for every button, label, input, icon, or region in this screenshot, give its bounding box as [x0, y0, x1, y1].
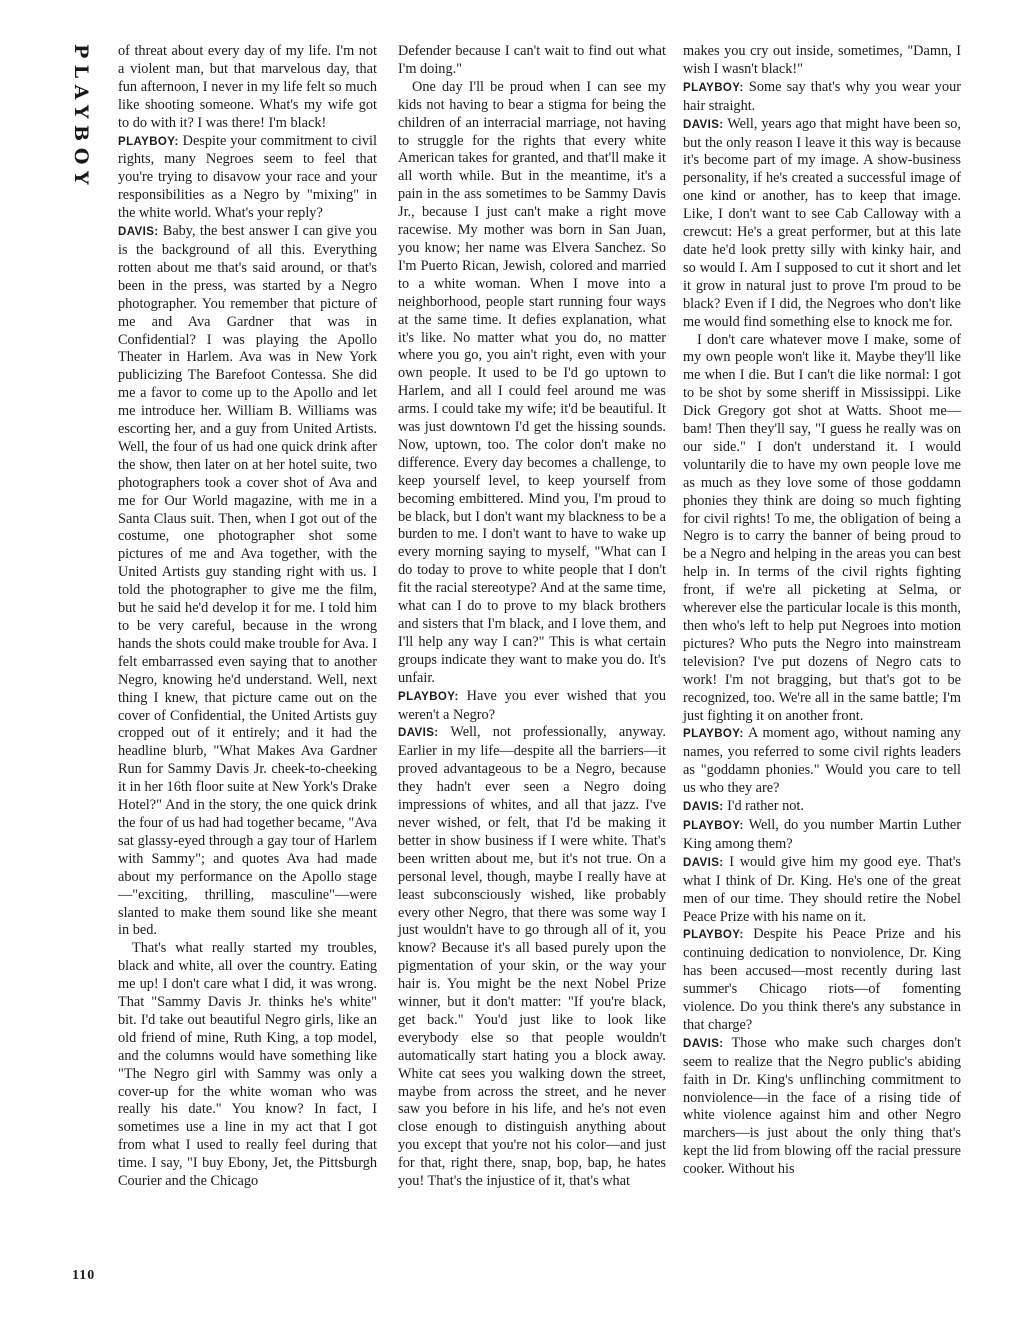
paragraph-text: Despite his Peace Prize and his continuing dedication to nonviolence, Dr. King has been accused—most recently during last summer's Chicago riots—of fomenting violence. Do you think there's any substance in that charge?	[683, 926, 961, 1033]
article-paragraph	[398, 43, 666, 79]
article-column-2	[398, 43, 666, 1191]
speaker-label: DAVIS:	[683, 1037, 724, 1050]
paragraph-text: A moment ago, without naming any names, you referred to some civil rights leaders as "goddamn phonies." Would you care to tell us who they are?	[683, 725, 961, 797]
article-paragraph	[683, 854, 961, 927]
paragraph-text: makes you cry out inside, sometimes, "Damn, I wish I wasn't black!"	[683, 43, 961, 77]
article-paragraph	[118, 223, 377, 940]
speaker-label: PLAYBOY:	[683, 929, 744, 942]
article-column-3	[683, 43, 961, 1179]
speaker-label: DAVIS:	[683, 801, 724, 814]
paragraph-text: One day I'll be proud when I can see my kids not having to bear a stigma for being the children of an interracial marriage, not having to struggle for the rights that every white American takes for granted, and that'll make it all worth while. But in the meantime, it's a pain in the ass sometimes to be Sammy Davis Jr., because I just can't make a right move racewise. My mother was born in San Juan, you know; her name was Elvera Sanchez. So I'm Puerto Rican, Jewish, colored and married to a white woman. When I move into a neighborhood, people start running four ways at the same time. It defies explanation, what it's like. No matter what you do, no matter where you go, you ain't right, even with your own people. It used to be I'd go uptown to Harlem, and all I could feel around me was arms. I could take my wife; it'd be beautiful. It was just downtown I'd get the hissing sounds. Now, uptown, too. The color don't make no difference. Every day becomes a challenge, to keep yourself level, to keep yourself from becoming embittered. Mind you, I'm proud to be black, but I don't want my blackness to be a burden to me. I don't want to have to wake up every morning saying to myself, "What can I do today to prove to white people that I don't fit the racial stereotype? And at the same time, what can I do to prove to my black brothers and sisters that I'm black, and I love them, and I'll help any way I can?" This is what certain groups indicate they want to make you do. It's unfair.	[398, 78, 666, 686]
article-paragraph	[398, 688, 666, 725]
speaker-label: DAVIS:	[398, 727, 439, 740]
page-number: 110	[72, 1268, 96, 1283]
article-paragraph	[398, 79, 666, 688]
paragraph-text: Some say that's why you wear your hair straight.	[683, 78, 962, 114]
article-paragraph	[118, 133, 377, 224]
speaker-label: PLAYBOY:	[683, 81, 744, 94]
speaker-label: PLAYBOY:	[683, 728, 744, 741]
article-paragraph	[398, 724, 666, 1191]
paragraph-text: That's what really started my troubles, black and white, all over the country. Eating me up! I don't care what I did, it was wrong. That "Sammy Davis Jr. thinks he's white" bit. I'd take out beautiful Negro girls, like an old friend of mine, Ruth King, a top model, and the columns would have something like "The Negro girl with Sammy was only a cover-up for the white woman who was really his date." You know? In fact, I sometimes use a line in my act that I got from what I used to really feel during that time. I say, "I buy Ebony, Jet, the Pittsburgh Courier and the Chicago	[118, 940, 377, 1190]
speaker-label: PLAYBOY:	[398, 690, 459, 703]
speaker-label: PLAYBOY:	[118, 135, 179, 148]
article-paragraph	[683, 798, 961, 817]
article-paragraph	[683, 926, 961, 1034]
paragraph-text: Defender because I can't wait to find out what I'm doing."	[398, 43, 666, 77]
magazine-name: PLAYBOY	[70, 44, 92, 192]
article-paragraph	[683, 817, 961, 854]
paragraph-text: I'd rather not.	[727, 798, 804, 815]
paragraph-text: Well, not professionally, anyway. Earlier in my life—despite all the barriers—it proved advantageous to be a Negro, because they hadn't ever seen a Negro doing impressions of whites, and all that jazz. I've never wished, or felt, that I'd be making it better in show business if I were white. That's been written about me, but it's not true. On a personal level, though, maybe I really have at least subconsciously wished, like probably every other Negro, that there was some way I just wouldn't have to go through all of it, you know? Because it's all based purely upon the pigmentation of your skin, or the way your hair is. You might be the next Nobel Prize winner, but it don't matter: "If you're black, get back." You'd just like to look like everybody else so that people wouldn't automatically start hating you a block away. White cat sees you walking down the street, maybe from across the street, and he never saw you before in his life, and he's not even close enough to distinguish anything about you except that you're not his color—and just for that, right there, snap, bop, bap, he hates you! That's the injustice of it, that's what	[398, 724, 666, 1190]
article-paragraph	[118, 940, 377, 1191]
article-paragraph	[683, 43, 961, 79]
article-paragraph	[683, 332, 961, 726]
article-column-1	[118, 43, 377, 1191]
paragraph-text: I don't care whatever move I make, some of my own people won't like it. Maybe they'll like me when I die. But I can't die like normal: I got to be shot by some sheriff in Mississippi. Like Dick Gregory got shot at Watts. Shoot me—bam! Then they'll say, "I guess he really was on our side." I don't understand it. I would voluntarily die to have my own people love me as much as they love some of those goddamn phonies they think are doing so much fighting for civil rights! To me, the obligation of being a Negro is to carry the banner of being proud to be a Negro and helping in the areas you can best help in. In terms of the civil rights fighting front, if we're all picketing at Selma, or wherever else the particular locale is this month, then who's left to help put Negroes into motion pictures? Who puts the Negro into mainstream television? I've put dozens of Negro cats to work! I'm not bragging, but that's got to be recognized, too. We're all in the same battle; I'm just fighting it on another front.	[683, 331, 961, 724]
article-paragraph	[683, 79, 961, 116]
article-paragraph	[118, 43, 377, 133]
speaker-label: PLAYBOY:	[683, 819, 744, 832]
article-paragraph	[683, 1035, 961, 1179]
article-paragraph	[683, 725, 961, 798]
speaker-label: DAVIS:	[683, 118, 724, 131]
paragraph-text: Those who make such charges don't seem to realize that the Negro public's abiding faith in Dr. King's unflinching commitment to nonviolence—in the face of a rising tide of white violence against him and other Negro marchers—is just about the only thing that's kept the lid from blowing off the racial pressure cooker. Without his	[683, 1034, 961, 1178]
paragraph-text: of threat about every day of my life. I'm not a violent man, but that marvelous day, that fun afternoon, I never in my life felt so much like shooting someone. What's my wife got to do with it? I was there! I'm black!	[118, 43, 377, 131]
speaker-label: DAVIS:	[683, 856, 724, 869]
paragraph-text: Well, do you number Martin Luther King among them?	[683, 816, 961, 852]
article-paragraph	[683, 116, 961, 332]
magazine-masthead	[53, 40, 93, 200]
paragraph-text: Have you ever wished that you weren't a Negro?	[398, 687, 667, 723]
speaker-label: DAVIS:	[118, 226, 159, 239]
paragraph-text: I would give him my good eye. That's what I think of Dr. King. He's one of the great men of our time. They should retire the Nobel Peace Prize with his name on it.	[683, 853, 961, 925]
paragraph-text: Baby, the best answer I can give you is the background of all this. Everything rotten about me that's said around, or that's been in the press, was started by a Negro photographer. You remember that picture of me and Ava Gardner that was in Confidential? I was playing the Apollo Theater in Harlem. Ava was in New York publicizing The Barefoot Contessa. She did me a favor to come up to the Apollo and let me introduce her. William B. Williams was escorting her, and a guy from United Artists. Well, the four of us had one quick drink after the show, then later on at her hotel suite, two photographers took a cover shot of Ava and me for Our World magazine, with me in a Santa Claus suit. Then, when I got out of the costume, one photographer shot some pictures of me and Ava together, with the United Artists guy standing right with us. I told the photographer to give me the film, but he said he'd develop it for me. I told him to be very careful, because in the wrong hands the shots could make trouble for Ava. I felt embarrassed even saying that to another Negro, knowing he'd understand. Well, next thing I knew, that picture came out on the cover of Confidential, the United Artists guy cropped out of it entirely; and it had the headline blurb, "What Makes Ava Gardner Run for Sammy Davis Jr. cheek-to-cheeking it in her 16th floor suite at New York's Drake Hotel?" And in the story, the one quick drink the four of us had had together became, "Ava sat glassy-eyed through a gay tour of Harlem with Sammy"; and quotes Ava had made about my performance on the Apollo stage—"exciting, thrilling, masculine"—were slanted to make them sound like she meant in bed.	[118, 223, 378, 939]
paragraph-text: Despite your commitment to civil rights, many Negroes seem to feel that you're trying to disavow your race and your responsibilities as a Negro by "mixing" in the white world. What's your reply?	[118, 132, 377, 222]
paragraph-text: Well, years ago that might have been so, but the only reason I leave it this way is because it's become part of my image. A show-business personality, if he's created a successful image of one kind or another, has to keep that image. Like, I don't want to see Cab Calloway with a crewcut: He's a great performer, but at this late date he'd look pretty silly with kinky hair, and so would I. Am I supposed to cut it short and let it grow in natural just to prove I'm proud to be black? Even if I did, the Negroes who don't like me would find something else to knock me for.	[683, 115, 961, 330]
